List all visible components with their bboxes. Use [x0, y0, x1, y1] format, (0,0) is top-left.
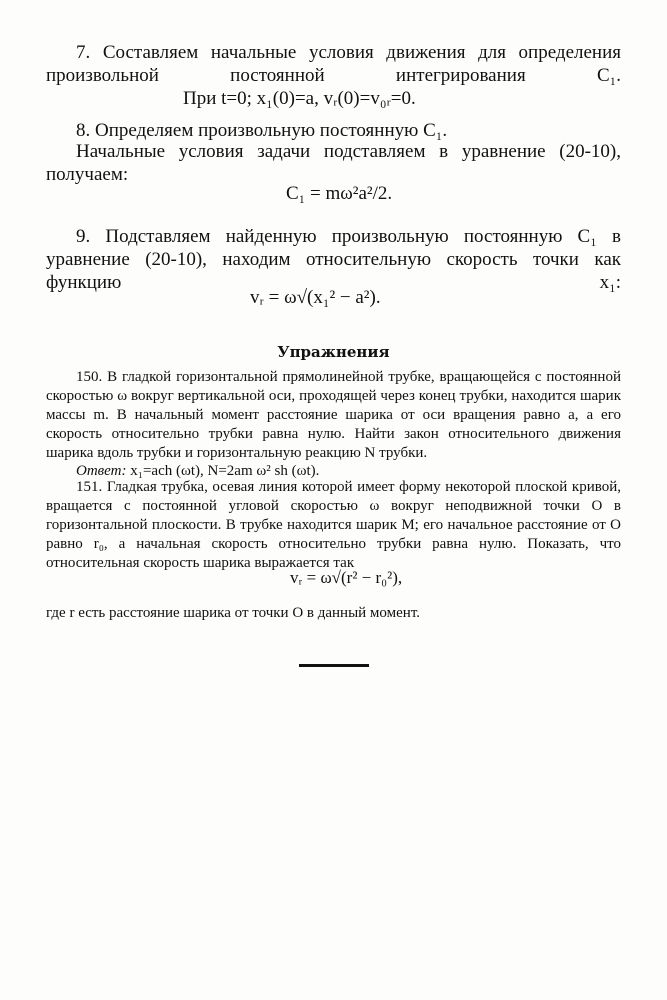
- exercises-heading: Упражнения: [277, 343, 390, 361]
- end-rule: [299, 664, 369, 667]
- step-9-text: 9. Подставляем найденную произвольную постоянную C₁ в уравнение (20-10), находим относительную скорость точки как функцию x₁:: [46, 226, 621, 293]
- step-7-text: 7. Составляем начальные условия движения для определения произвольной постоянной интегрирования C₁.: [46, 42, 621, 86]
- step-8-formula: C₁ = mω²a²/2.: [286, 183, 393, 204]
- answer-formula: x₁=ach (ωt), N=2am ω² sh (ωt).: [130, 463, 320, 479]
- step-8-text: Начальные условия задачи подставляем в уравнение (20-10), получаем:: [46, 141, 621, 185]
- step-8-title: 8. Определяем произвольную постоянную C₁.: [76, 120, 448, 141]
- step-7-formula: При t=0; x₁(0)=a, vᵣ(0)=v₀ᵣ=0.: [183, 88, 416, 109]
- exercise-150-text: 150. В гладкой горизонтальной прямолинейной трубке, вращающейся с постоянной скоростью ω вокруг вертикальной оси, проходящей через конец трубки, находится шарик массы m. В начальный момент расстояние шарика от оси вращения равно a, а его скорость относительно трубки равна нулю. Найти закон относительного движения шарика вдоль трубки и горизонтальную реакцию N трубки.: [46, 369, 621, 461]
- step-9-formula: vᵣ = ω√(x₁² − a²).: [250, 287, 381, 308]
- exercise-151-formula: vᵣ = ω√(r² − r₀²),: [290, 568, 403, 587]
- exercise-151-tail: где r есть расстояние шарика от точки O в данный момент.: [46, 605, 420, 621]
- answer-label: Ответ:: [76, 463, 127, 479]
- exercise-151-text: 151. Гладкая трубка, осевая линия которой имеет форму некоторой плоской кривой, вращается с постоянной угловой скоростью ω вокруг неподвижной точки O в горизонтальной плоскости. В трубке находится шарик M; его начальное расстояние от O равно r₀, а начальная скорость относительно трубки равна нулю. Показать, что относительная скорость шарика выражается так: [46, 479, 621, 571]
